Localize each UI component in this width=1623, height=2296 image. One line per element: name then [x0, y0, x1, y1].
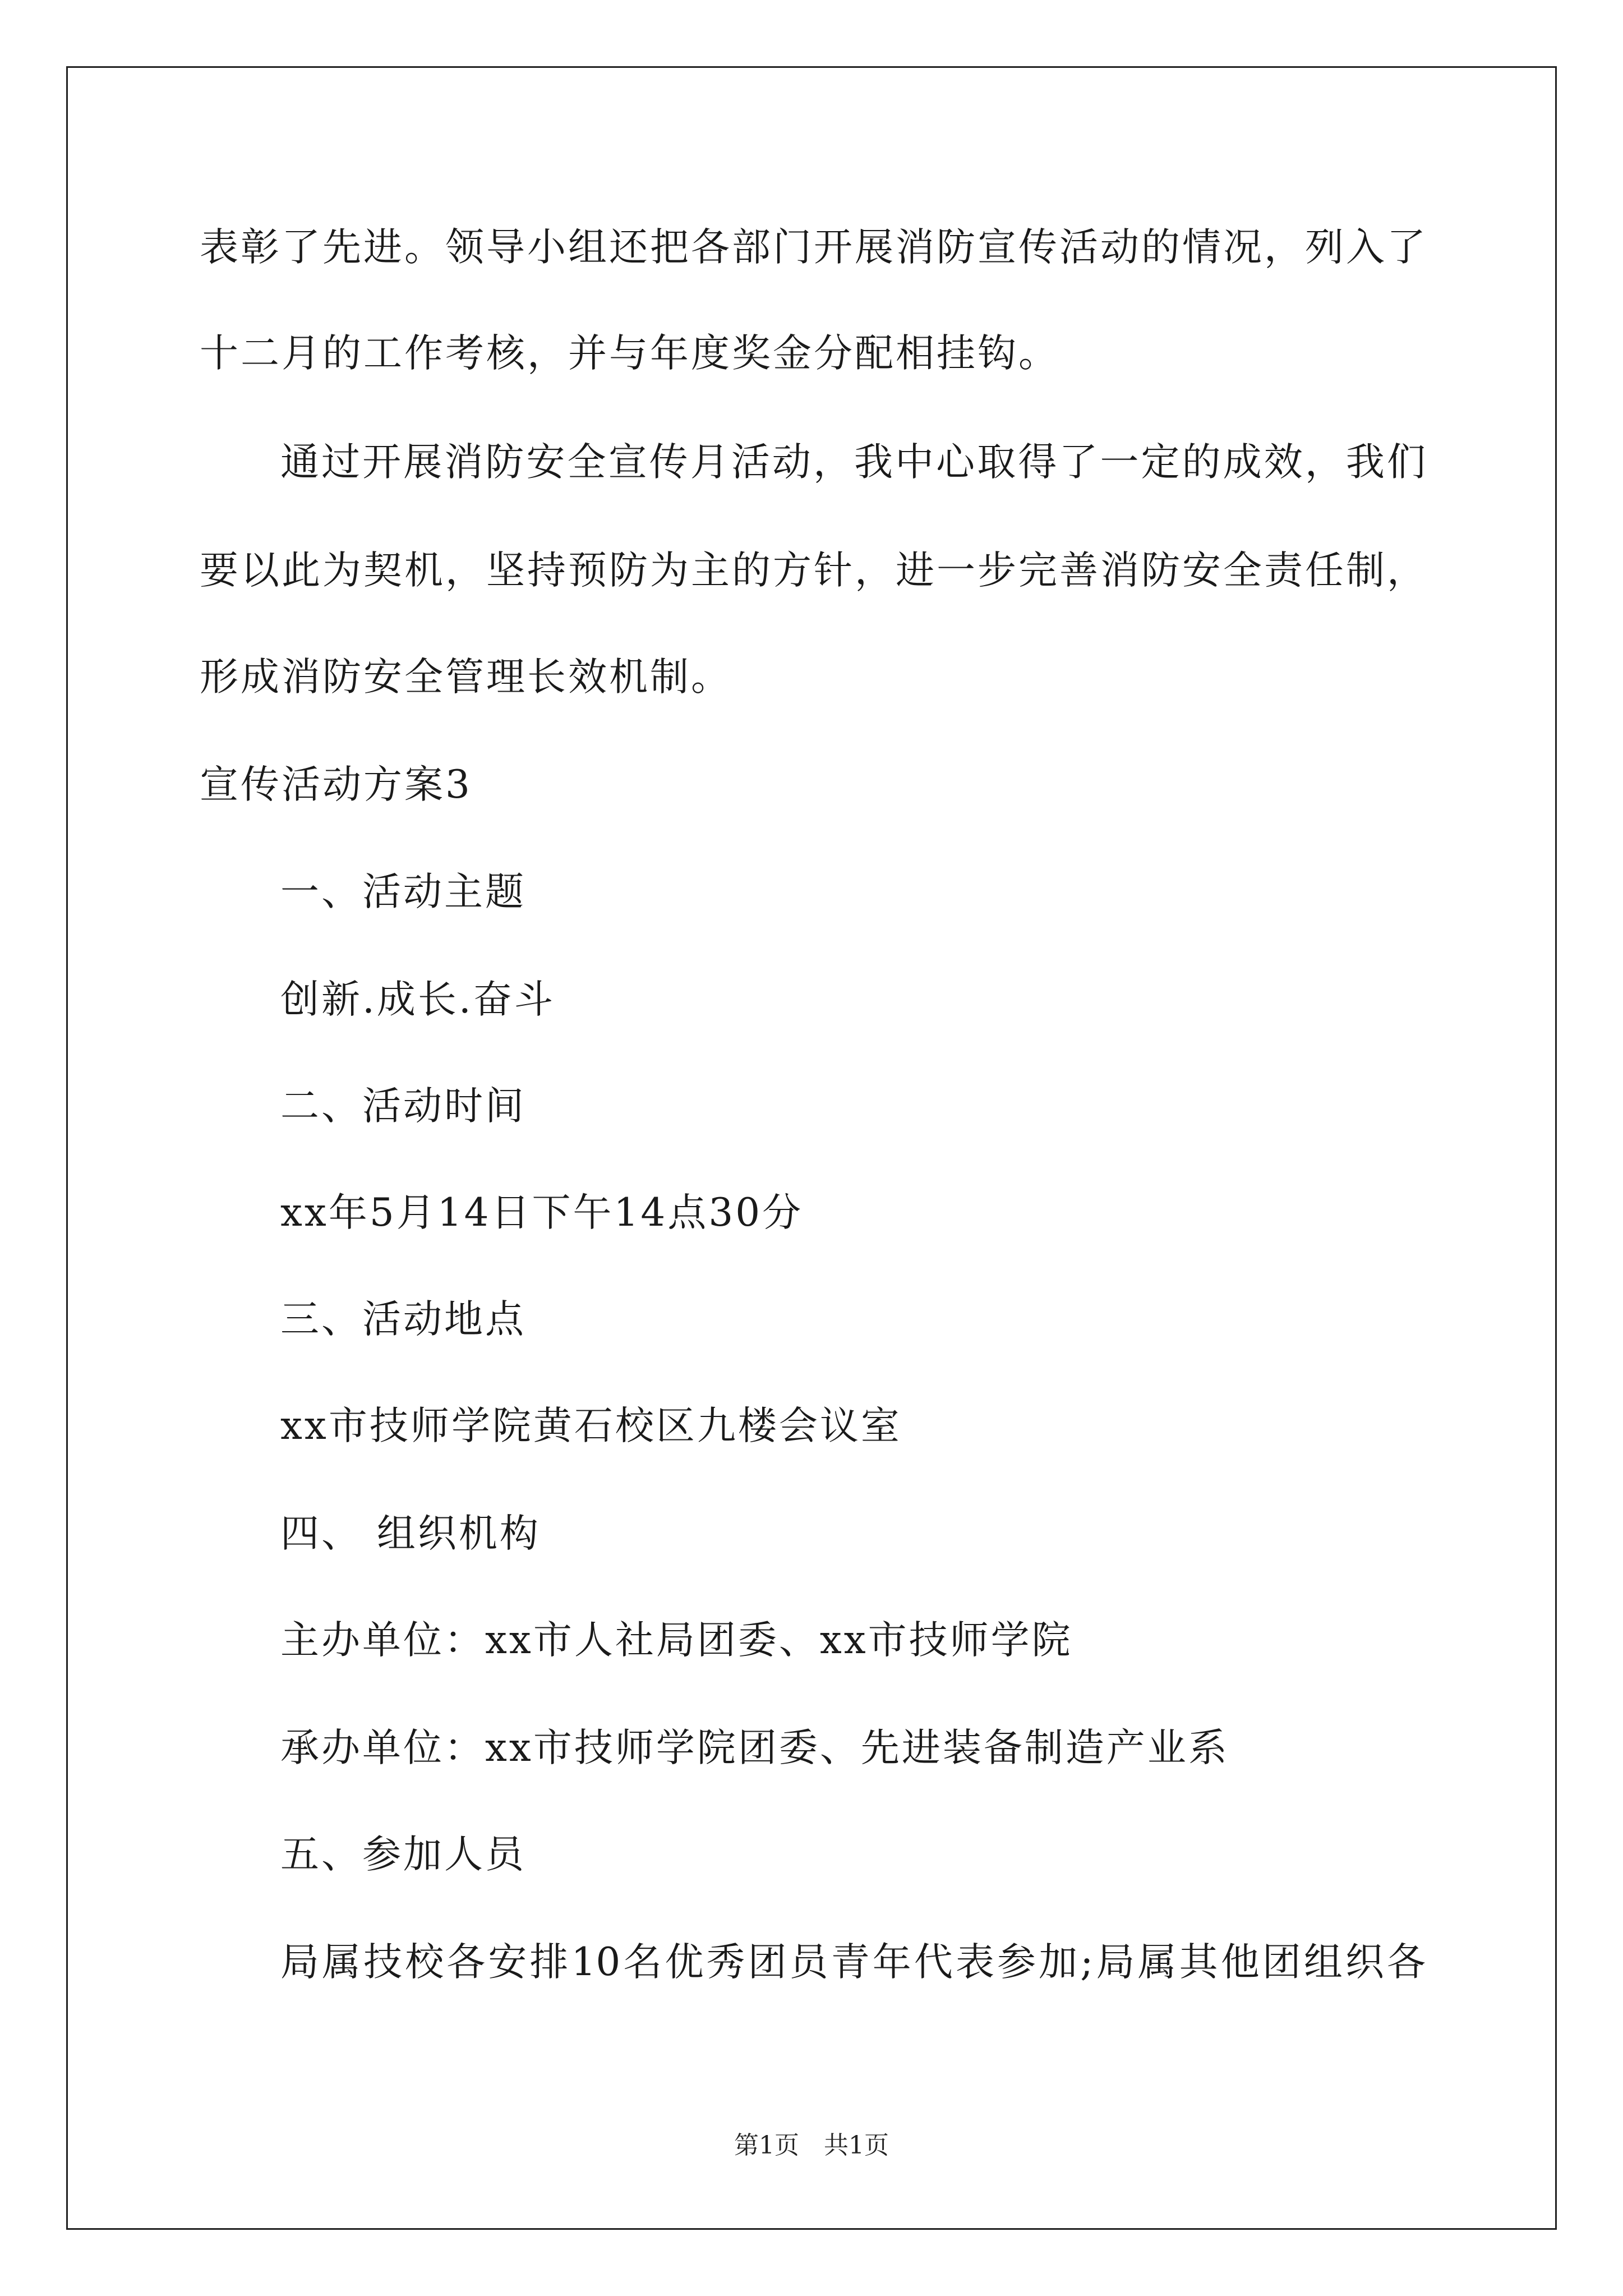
- item-heading-time: 二、活动时间: [280, 1084, 526, 1129]
- item-heading-theme: 一、活动主题: [280, 869, 526, 914]
- item-value-participants: 局属技校各安排10名优秀团员青年代表参加;局属其他团组织各: [280, 1940, 1426, 1985]
- item-value-place: xx市技师学院黄石校区九楼会议室: [280, 1404, 902, 1448]
- item-value-organizer: 承办单位：xx市技师学院团委、先进装备制造产业系: [280, 1726, 1229, 1770]
- page-number-label: 第1页: [734, 2131, 799, 2160]
- item-heading-participants: 五、参加人员: [280, 1832, 526, 1877]
- section-heading: 宣传活动方案3: [200, 762, 472, 807]
- item-value-host: 主办单位：xx市人社局团委、xx市技师学院: [280, 1618, 1073, 1663]
- page-border: [66, 66, 1557, 2230]
- item-heading-organization: 四、 组织机构: [280, 1511, 541, 1556]
- body-line-3: 通过开展消防安全宣传月活动，我中心取得了一定的成效，我们: [280, 440, 1426, 485]
- body-line-1: 表彰了先进。领导小组还把各部门开展消防宣传活动的情况，列入了: [200, 225, 1426, 270]
- body-line-5: 形成消防安全管理长效机制。: [200, 655, 732, 700]
- item-heading-place: 三、活动地点: [280, 1297, 526, 1342]
- item-value-time: xx年5月14日下午14点30分: [280, 1190, 804, 1235]
- body-line-4: 要以此为契机，坚持预防为主的方针，进一步完善消防安全责任制，: [200, 548, 1426, 593]
- page-footer: [0, 2133, 1623, 2158]
- body-line-2: 十二月的工作考核，并与年度奖金分配相挂钩。: [200, 331, 1059, 376]
- page-total-label: 共1页: [824, 2131, 889, 2160]
- item-value-theme: 创新.成长.奋斗: [280, 977, 555, 1022]
